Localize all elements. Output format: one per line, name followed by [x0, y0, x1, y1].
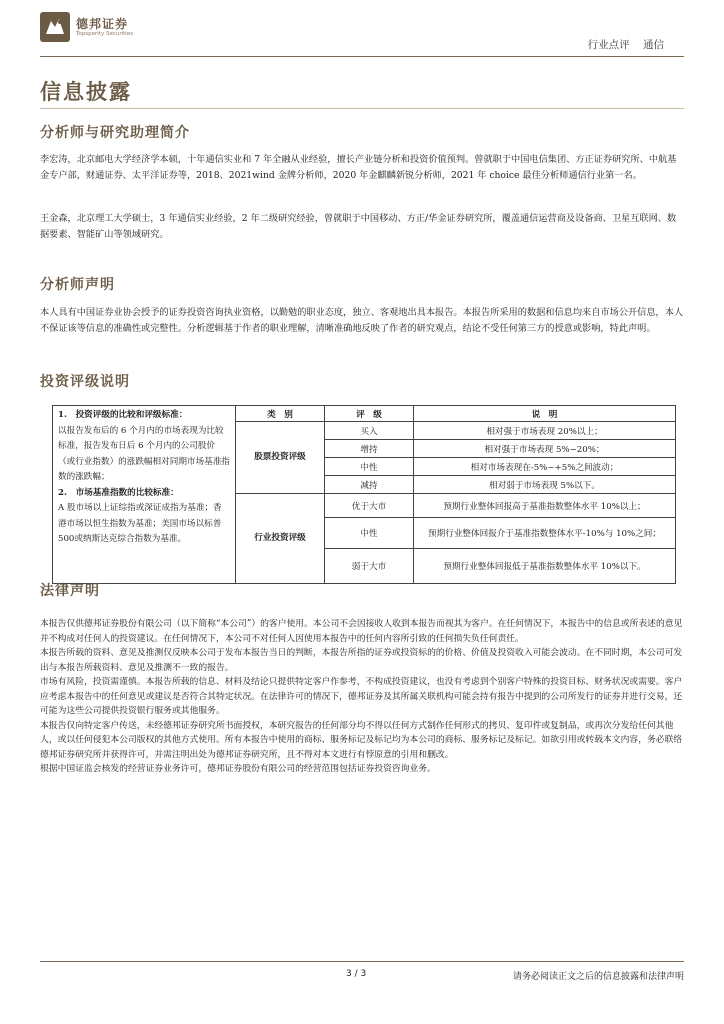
rating-value: 中性: [325, 458, 414, 476]
table-header-explanation: 说 明: [414, 406, 676, 422]
rating-desc: 相对强于市场表现 20%以上；: [414, 422, 676, 440]
section-title-legal: 法律声明: [40, 583, 100, 599]
company-logo: [40, 12, 190, 42]
legal-paragraph: 根据中国证监会核发的经营证券业务许可，德邦证券股份有限公司的经营范围包括证券投资咨询业务。: [40, 764, 436, 774]
logo-text-en: Topsperity Securities: [76, 31, 134, 37]
criteria-text-2: A 股市场以上证综指或深证成指为基准；香港市场以恒生指数为基准；美国市场以标普500或纳斯达克综合指数为基准。: [58, 503, 222, 544]
rating-desc: 预期行业整体回报介于基准指数整体水平-10%与 10%之间；: [414, 518, 676, 549]
footer-divider: [40, 961, 684, 962]
analyst-bio-2: 王金森，北京理工大学硕士，3 年通信实业经验，2 年二级研究经验，曾就职于中国移动、方正/华金证券研究所，覆盖通信运营商及设备商、卫星互联网、数据要素、智能矿山等领域研究。: [40, 213, 677, 240]
header-divider: [40, 56, 684, 57]
industry-label: 通信: [643, 39, 664, 51]
legal-statement: [40, 617, 684, 777]
rating-desc: 相对强于市场表现 5%~20%；: [414, 440, 676, 458]
rating-desc: 预期行业整体回报高于基准指数整体水平 10%以上；: [414, 494, 676, 518]
category-industry: 行业投资评级: [236, 494, 325, 584]
analyst-bio-1: 李宏涛，北京邮电大学经济学本硕，十年通信实业和 7 年全融从业经验，擅长产业链分析和投资价值预判。曾就职于中国电信集团、方正证券研究所、中航基金专户部，财通证券、太平洋证券等，2018、2021wind 金牌分析师，2020 年金麒麟新锐分析师，2021 年 choice 最佳分析师通信行业第一名。: [40, 154, 677, 181]
rating-value: 增持: [325, 440, 414, 458]
criteria-text-1: 以报告发布后的 6 个月内的市场表现为比较标准，报告发布日后 6 个月内的公司股价（或行业指数）的涨跌幅相对同期市场基准指数的涨跌幅；: [58, 425, 230, 482]
rating-desc: 相对弱于市场表现 5%以下。: [414, 476, 676, 494]
analyst-statement-text: 本人具有中国证券业协会授予的证券投资咨询执业资格，以勤勉的职业态度，独立、客观地出具本报告。本报告所采用的数据和信息均来自市场公开信息，本人不保证该等信息的准确性或完整性。分析逻辑基于作者的职业理解，清晰准确地反映了作者的研究观点，结论不受任何第三方的授意或影响，特此声明。: [40, 307, 684, 334]
rating-value: 中性: [325, 518, 414, 549]
rating-value: 减持: [325, 476, 414, 494]
footer-note: 请务必阅读正文之后的信息披露和法律声明: [512, 972, 684, 982]
rating-table: [52, 405, 676, 584]
section-title-analyst-intro: 分析师与研究助理简介: [40, 125, 190, 141]
criteria-heading-1: 1. 投资评级的比较和评级标准：: [58, 410, 188, 420]
legal-paragraph: 本报告仅供德邦证券股份有限公司（以下简称“本公司”）的客户使用。本公司不会因接收人收到本报告而视其为客户。在任何情况下，本报告中的信息或所表述的意见并不构成对任何人的投资建议。在任何情况下，本公司不对任何人因使用本报告中的任何内容所引致的任何损失负任何责任。: [40, 619, 683, 644]
table-header-category: 类 别: [236, 406, 325, 422]
table-header-rating: 评 级: [325, 406, 414, 422]
rating-desc: 预期行业整体回报低于基准指数整体水平 10%以下。: [414, 549, 676, 584]
category-stock: 股票投资评级: [236, 422, 325, 494]
rating-criteria-cell: [53, 406, 236, 584]
section-title-analyst-statement: 分析师声明: [40, 277, 115, 293]
criteria-heading-2: 2. 市场基准指数的比较标准：: [58, 487, 179, 498]
rating-value: 优于大市: [325, 494, 414, 518]
rating-desc: 相对市场表现在-5%~+5%之间波动；: [414, 458, 676, 476]
logo-emblem-icon: [40, 12, 70, 42]
legal-paragraph: 本报告仅向特定客户传送，未经德邦证券研究所书面授权，本研究报告的任何部分均不得以任何方式制作任何形式的拷贝、复印件或复制品，或再次分发给任何其他人，或以任何侵犯本公司版权的其他方式使用。所有本报告中使用的商标、服务标记及标记均为本公司的商标、服务标记及标记。如欲引用或转载本文内容，务必联络德邦证券研究所并获得许可，并需注明出处为德邦证券研究所，且不得对本文进行有悖原意的引用和删改。: [40, 720, 683, 760]
logo-text-cn: 德邦证券: [76, 17, 129, 31]
title-divider: [40, 108, 684, 109]
table-row: [53, 406, 676, 422]
legal-paragraph: 本报告所载的资料、意见及推测仅反映本公司于发布本报告当日的判断，本报告所指的证券或投资标的的价格、价值及投资收入可能会波动。在不同时期，本公司可发出与本报告所载资料、意见及推测不一致的报告。: [40, 648, 683, 673]
rating-value: 弱于大市: [325, 549, 414, 584]
page-title: 信息披露: [40, 79, 132, 104]
header-meta: [588, 37, 664, 52]
rating-value: 买入: [325, 422, 414, 440]
page-number: 3 / 3: [346, 969, 367, 979]
section-title-rating: 投资评级说明: [40, 374, 130, 390]
report-type: 行业点评: [587, 39, 630, 51]
legal-paragraph: 市场有风险，投资需谨慎。本报告所载的信息、材料及结论只提供特定客户作参考，不构成投资建议，也没有考虑到个别客户特殊的投资目标、财务状况或需要。客户应考虑本报告中的任何意见或建议是否符合其特定状况。在法律许可的情况下，德邦证券及其所属关联机构可能会持有报告中提到的公司所发行的证券并进行交易，还可能为这些公司提供投资银行服务或其他服务。: [40, 677, 683, 716]
